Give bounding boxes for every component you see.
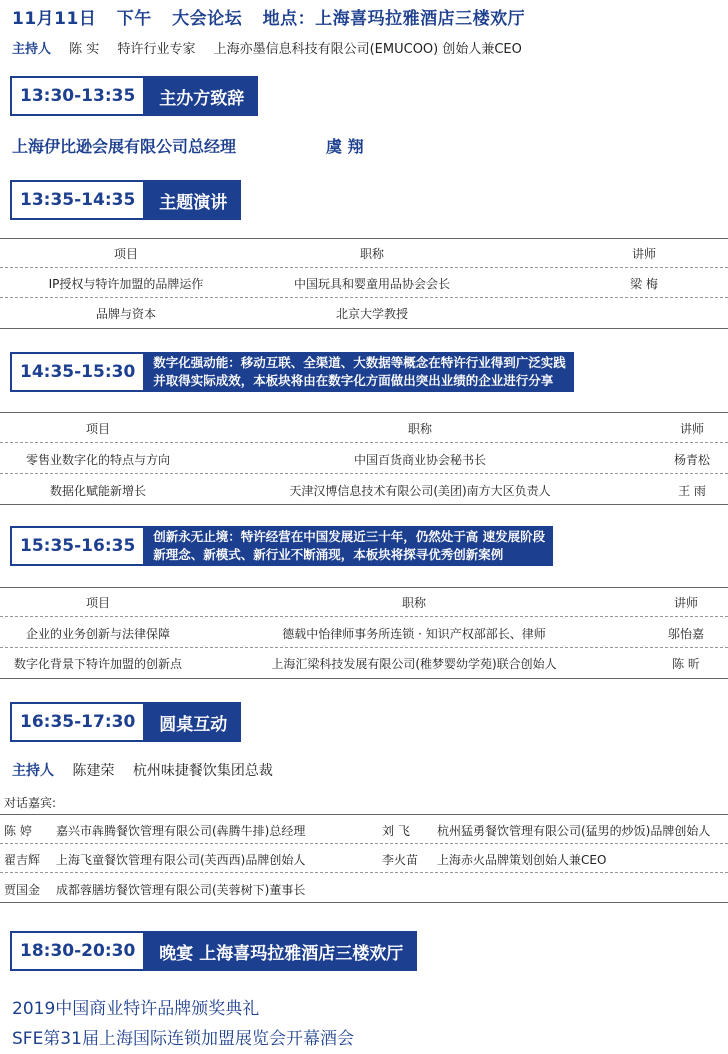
session-1-speaker: 虞 翔 bbox=[326, 137, 364, 156]
session-4-description bbox=[145, 526, 553, 566]
guest-name: 翟吉辉 bbox=[4, 853, 41, 867]
session-2-banner bbox=[10, 180, 241, 220]
table-cell: 陈 昕 bbox=[672, 657, 700, 671]
session-5-time: 16:35-17:30 bbox=[10, 702, 145, 742]
table-cell: 企业的业务创新与法律保障 bbox=[25, 627, 171, 641]
guest-org: 上海飞童餐饮管理有限公司(芙西西)品牌创始人 bbox=[56, 853, 306, 867]
session-2-time: 13:35-14:35 bbox=[10, 180, 145, 220]
session-3-time: 14:35-15:30 bbox=[10, 352, 145, 392]
divider bbox=[0, 328, 728, 329]
table-cell: 北京大学教授 bbox=[335, 307, 409, 321]
guest-name: 李火苗 bbox=[382, 853, 419, 867]
divider bbox=[0, 587, 728, 588]
divider bbox=[0, 814, 728, 815]
table-cell: 邬怡嘉 bbox=[667, 627, 705, 641]
col-header-speaker: 讲师 bbox=[673, 596, 699, 610]
host-company: 上海亦墨信息科技有限公司(EMUCOO) 创始人兼CEO bbox=[213, 42, 522, 57]
guests-label: 对话嘉宾: bbox=[4, 796, 57, 810]
session-4-banner bbox=[10, 526, 553, 566]
roundtable-host-name: 陈建荣 bbox=[72, 763, 115, 779]
header-date: 11月11日 bbox=[12, 9, 97, 29]
col-header-speaker: 讲师 bbox=[631, 247, 657, 261]
guest-name: 贾国金 bbox=[4, 883, 41, 897]
col-header-topic: 项目 bbox=[85, 596, 111, 610]
session-6-title: 晚宴 上海喜玛拉雅酒店三楼欢厅 bbox=[145, 931, 417, 971]
page-header bbox=[12, 4, 539, 29]
session-6-time: 18:30-20:30 bbox=[10, 931, 145, 971]
row-divider bbox=[0, 647, 728, 648]
row-divider bbox=[0, 297, 728, 298]
row-divider bbox=[0, 442, 728, 443]
table-cell: 梁 梅 bbox=[630, 277, 658, 291]
header-period: 下午 bbox=[116, 9, 152, 29]
table-cell: 上海汇梁科技发展有限公司(稚梦婴幼学苑)联合创始人 bbox=[271, 657, 557, 671]
session-2-title: 主题演讲 bbox=[145, 180, 241, 220]
host-title: 特许行业专家 bbox=[117, 42, 196, 57]
col-header-speaker: 讲师 bbox=[679, 422, 705, 436]
session-3-desc-line2: 并取得实际成效，本板块将由在数字化方面做出突出业绩的企业进行分享 bbox=[153, 373, 554, 388]
guest-org: 杭州猛勇餐饮管理有限公司(猛男的炒饭)品牌创始人 bbox=[437, 824, 711, 838]
divider bbox=[0, 238, 728, 239]
host-line bbox=[12, 38, 536, 57]
divider bbox=[0, 678, 728, 679]
header-venue: 地点：上海喜玛拉雅酒店三楼欢厅 bbox=[262, 9, 526, 29]
guest-name: 陈 婷 bbox=[4, 824, 32, 838]
session-6-banner bbox=[10, 931, 417, 971]
roundtable-host-line bbox=[12, 760, 273, 780]
session-1-speaker-org: 上海伊比逊会展有限公司总经理 bbox=[12, 137, 237, 156]
dinner-line-1: 2019中国商业特许品牌颁奖典礼 bbox=[12, 999, 260, 1019]
row-divider bbox=[0, 843, 728, 844]
col-header-title: 职称 bbox=[407, 422, 433, 436]
roundtable-host-title: 杭州味捷餐饮集团总裁 bbox=[132, 763, 273, 779]
table-cell: 中国百货商业协会秘书长 bbox=[353, 453, 487, 467]
row-divider bbox=[0, 267, 728, 268]
divider bbox=[0, 412, 728, 413]
table-cell: 中国玩具和婴童用品协会会长 bbox=[293, 277, 451, 291]
session-1-time: 13:30-13:35 bbox=[10, 76, 145, 116]
guest-name: 刘 飞 bbox=[382, 824, 410, 838]
table-cell: 数字化背景下特许加盟的创新点 bbox=[13, 657, 183, 671]
col-header-topic: 项目 bbox=[113, 247, 139, 261]
row-divider bbox=[0, 872, 728, 873]
table-cell: 杨青松 bbox=[673, 453, 711, 467]
session-4-time: 15:35-16:35 bbox=[10, 526, 145, 566]
dinner-line-2: SFE第31届上海国际连锁加盟展览会开幕酒会 bbox=[12, 1029, 354, 1049]
guest-org: 上海赤火品牌策划创始人兼CEO bbox=[437, 853, 607, 867]
session-1-title: 主办方致辞 bbox=[145, 76, 258, 116]
col-header-title: 职称 bbox=[401, 596, 427, 610]
guest-org: 成都蓉膳坊餐饮管理有限公司(芙蓉树下)董事长 bbox=[56, 883, 306, 897]
col-header-title: 职称 bbox=[359, 247, 385, 261]
table-cell: 数据化赋能新增长 bbox=[49, 484, 147, 498]
session-1-banner bbox=[10, 76, 258, 116]
guest-org: 嘉兴市犇腾餐饮管理有限公司(犇腾牛排)总经理 bbox=[56, 824, 306, 838]
table-cell: 王 雨 bbox=[678, 484, 706, 498]
session-4-desc-line1: 创新永无止境：特许经营在中国发展近三十年，仍然处于高 速发展阶段 bbox=[153, 529, 546, 544]
roundtable-host-label: 主持人 bbox=[12, 763, 54, 779]
session-5-banner bbox=[10, 702, 241, 742]
divider bbox=[0, 504, 728, 505]
session-3-desc-line1: 数字化强动能：移动互联、全渠道、大数据等概念在特许行业得到广泛实践 bbox=[153, 355, 566, 370]
session-4-desc-line2: 新理念、新模式、新行业不断涌现，本板块将探寻优秀创新案例 bbox=[153, 547, 504, 562]
row-divider bbox=[0, 473, 728, 474]
session-5-title: 圆桌互动 bbox=[145, 702, 241, 742]
table-cell: 德载中怡律师事务所连锁 · 知识产权部部长、律师 bbox=[282, 627, 546, 641]
table-cell: 零售业数字化的特点与方向 bbox=[25, 453, 171, 467]
divider bbox=[0, 902, 728, 903]
host-label: 主持人 bbox=[12, 42, 52, 57]
table-cell: 品牌与资本 bbox=[95, 307, 157, 321]
header-forum: 大会论坛 bbox=[172, 9, 243, 29]
table-cell: IP授权与特许加盟的品牌运作 bbox=[48, 277, 204, 291]
host-name: 陈 实 bbox=[69, 42, 100, 57]
session-3-banner bbox=[10, 352, 574, 392]
row-divider bbox=[0, 616, 728, 617]
table-cell: 天津汉博信息技术有限公司(美团)南方大区负责人 bbox=[289, 484, 551, 498]
session-3-description bbox=[145, 352, 574, 392]
col-header-topic: 项目 bbox=[85, 422, 111, 436]
